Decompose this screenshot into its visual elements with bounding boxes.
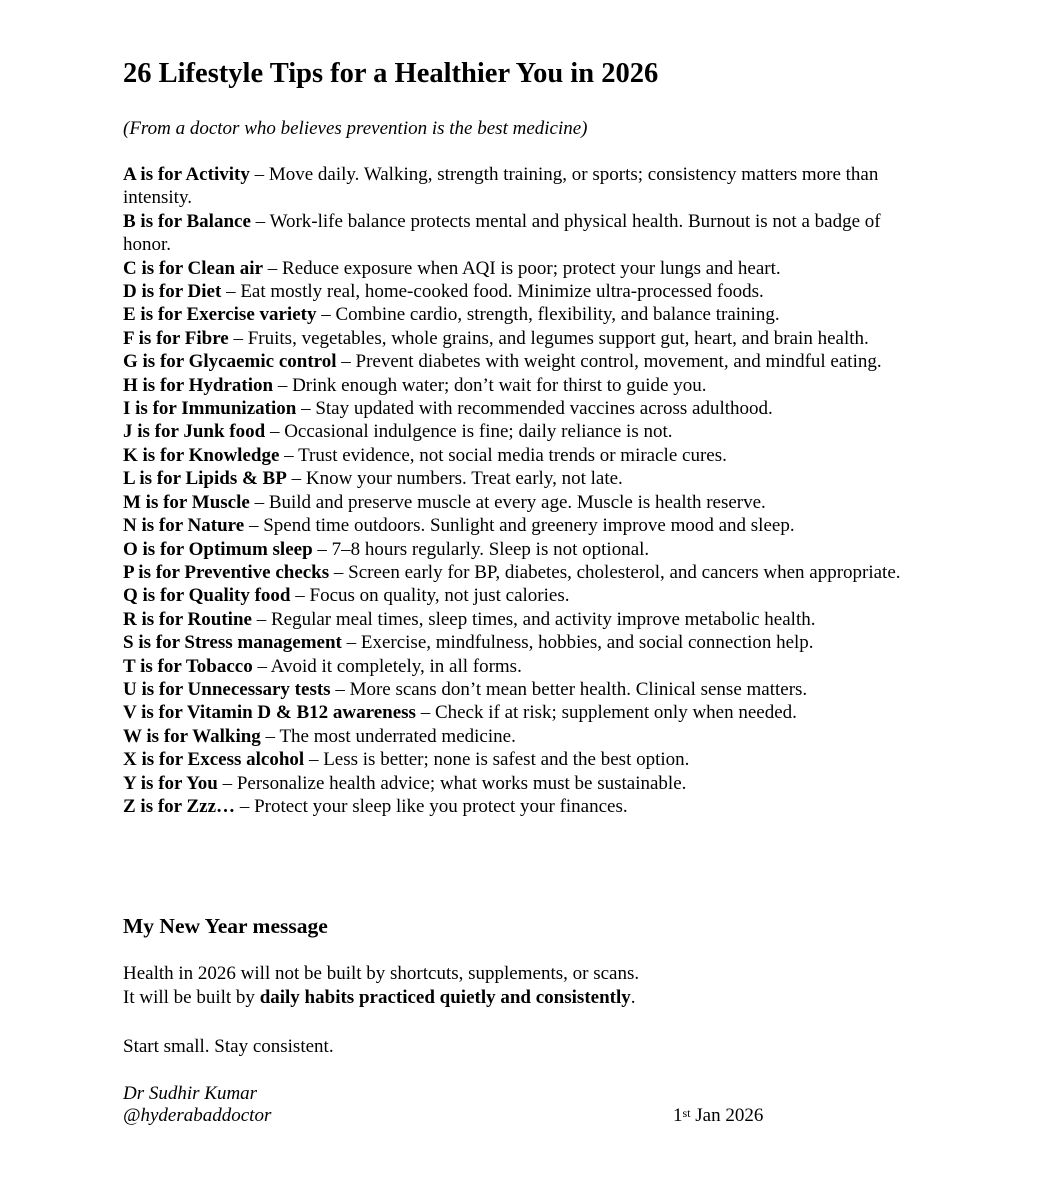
tip-text: – Fruits, vegetables, whole grains, and legumes support gut, heart, and brain health. — [228, 327, 869, 349]
tip-item — [123, 374, 923, 397]
tip-text: – Personalize health advice; what works must be sustainable. — [217, 772, 687, 794]
tips-list — [123, 163, 923, 818]
page-title: 26 Lifestyle Tips for a Healthier You in 2026 — [123, 58, 659, 89]
tip-heading: Q is for Quality food — [123, 585, 291, 607]
tip-text: – Stay updated with recommended vaccines across adulthood. — [296, 398, 773, 420]
tip-item — [123, 210, 923, 257]
tip-item — [123, 514, 923, 537]
tip-item — [123, 280, 923, 303]
tip-text: – Prevent diabetes with weight control, movement, and mindful eating. — [336, 351, 882, 373]
tip-heading: G is for Glycaemic control — [123, 351, 337, 373]
tip-text: – Screen early for BP, diabetes, cholesterol, and cancers when appropriate. — [329, 561, 901, 583]
tip-heading: U is for Unnecessary tests — [123, 678, 331, 700]
date-day: 1 — [673, 1105, 683, 1126]
message-line-2 — [123, 986, 636, 1010]
message-line-2-emphasis: daily habits practiced quietly and consistently — [259, 987, 631, 1008]
tip-text: – Trust evidence, not social media trends or miracle cures. — [279, 444, 727, 466]
tip-heading: H is for Hydration — [123, 374, 274, 396]
tip-item — [123, 350, 923, 373]
signature-handle: @hyderabaddoctor — [123, 1105, 272, 1126]
tip-text: – 7–8 hours regularly. Sleep is not optional. — [312, 538, 650, 560]
tip-text: – More scans don’t mean better health. Clinical sense matters. — [330, 678, 808, 700]
tip-text: – The most underrated medicine. — [260, 725, 516, 747]
tip-text: – Occasional indulgence is fine; daily reliance is not. — [265, 421, 673, 443]
message-line-2-suffix: . — [630, 987, 636, 1008]
tip-item — [123, 795, 923, 818]
tip-item — [123, 701, 923, 724]
tip-item — [123, 327, 923, 350]
message-line-1: Health in 2026 will not be built by shortcuts, supplements, or scans. — [123, 963, 640, 984]
tip-item — [123, 538, 923, 561]
tip-heading: K is for Knowledge — [123, 444, 280, 466]
tip-heading: B is for Balance — [123, 210, 251, 232]
tip-text: – Regular meal times, sleep times, and activity improve metabolic health. — [251, 608, 816, 630]
tip-item — [123, 584, 923, 607]
tip-heading: D is for Diet — [123, 281, 222, 303]
tip-item — [123, 257, 923, 280]
tip-item — [123, 725, 923, 748]
tip-item — [123, 444, 923, 467]
tip-item — [123, 397, 923, 420]
tip-heading: I is for Immunization — [123, 398, 297, 420]
tip-item — [123, 631, 923, 654]
tip-item — [123, 772, 923, 795]
tip-heading: P is for Preventive checks — [123, 561, 330, 583]
tip-item — [123, 608, 923, 631]
tip-item — [123, 678, 923, 701]
tip-text: – Drink enough water; don’t wait for thirst to guide you. — [273, 374, 707, 396]
tip-text: – Build and preserve muscle at every age. Muscle is health reserve. — [249, 491, 766, 513]
tip-item — [123, 748, 923, 771]
tip-item — [123, 561, 923, 584]
page-subtitle: (From a doctor who believes prevention is the best medicine) — [123, 118, 588, 139]
signature-date — [673, 1104, 763, 1128]
tip-heading: Z is for Zzz… — [123, 795, 236, 817]
tip-text: – Move daily. Walking, strength training, or sports; consistency matters more than intensity. — [123, 164, 879, 209]
tip-heading: V is for Vitamin D & B12 awareness — [123, 702, 416, 724]
tip-text: – Work-life balance protects mental and physical health. Burnout is not a badge of honor. — [123, 210, 881, 256]
tip-text: – Know your numbers. Treat early, not late. — [286, 468, 623, 490]
message-line-3: Start small. Stay consistent. — [123, 1036, 334, 1057]
tip-heading: T is for Tobacco — [123, 655, 253, 677]
message-line-2-prefix: It will be built by — [123, 987, 260, 1008]
tip-text: – Protect your sleep like you protect your finances. — [235, 795, 628, 817]
tip-heading: N is for Nature — [123, 515, 245, 537]
tip-text: – Eat mostly real, home-cooked food. Minimize ultra-processed foods. — [221, 281, 764, 303]
tip-heading: Y is for You — [123, 772, 218, 794]
tip-text: – Reduce exposure when AQI is poor; protect your lungs and heart. — [263, 257, 781, 279]
tip-item — [123, 303, 923, 326]
tip-text: – Spend time outdoors. Sunlight and greenery improve mood and sleep. — [244, 515, 795, 537]
tip-text: – Avoid it completely, in all forms. — [252, 655, 522, 677]
tip-heading: M is for Muscle — [123, 491, 250, 513]
tip-heading: A is for Activity — [123, 164, 250, 185]
tip-heading: J is for Junk food — [123, 421, 266, 443]
tip-heading: W is for Walking — [123, 725, 261, 747]
tip-heading: C is for Clean air — [123, 257, 264, 279]
tip-text: – Exercise, mindfulness, hobbies, and social connection help. — [341, 632, 814, 654]
tip-heading: F is for Fibre — [123, 327, 229, 349]
message-heading: My New Year message — [123, 914, 328, 938]
tip-heading: L is for Lipids & BP — [123, 468, 287, 490]
date-rest: Jan 2026 — [690, 1105, 764, 1126]
tip-item — [123, 491, 923, 514]
tip-heading: R is for Routine — [123, 608, 252, 630]
tip-heading: O is for Optimum sleep — [123, 538, 313, 560]
tip-text: – Combine cardio, strength, flexibility, and balance training. — [316, 304, 780, 326]
tip-heading: S is for Stress management — [123, 632, 342, 654]
tip-item — [123, 163, 923, 210]
tip-item — [123, 420, 923, 443]
tip-heading: X is for Excess alcohol — [123, 749, 305, 771]
tip-text: – Focus on quality, not just calories. — [290, 585, 570, 607]
signature-name: Dr Sudhir Kumar — [123, 1083, 258, 1104]
tip-item — [123, 655, 923, 678]
tip-item — [123, 467, 923, 490]
tip-text: – Check if at risk; supplement only when needed. — [415, 702, 797, 724]
tip-heading: E is for Exercise variety — [123, 304, 317, 326]
date-ordinal: st — [682, 1106, 691, 1120]
tip-text: – Less is better; none is safest and the best option. — [304, 749, 690, 771]
